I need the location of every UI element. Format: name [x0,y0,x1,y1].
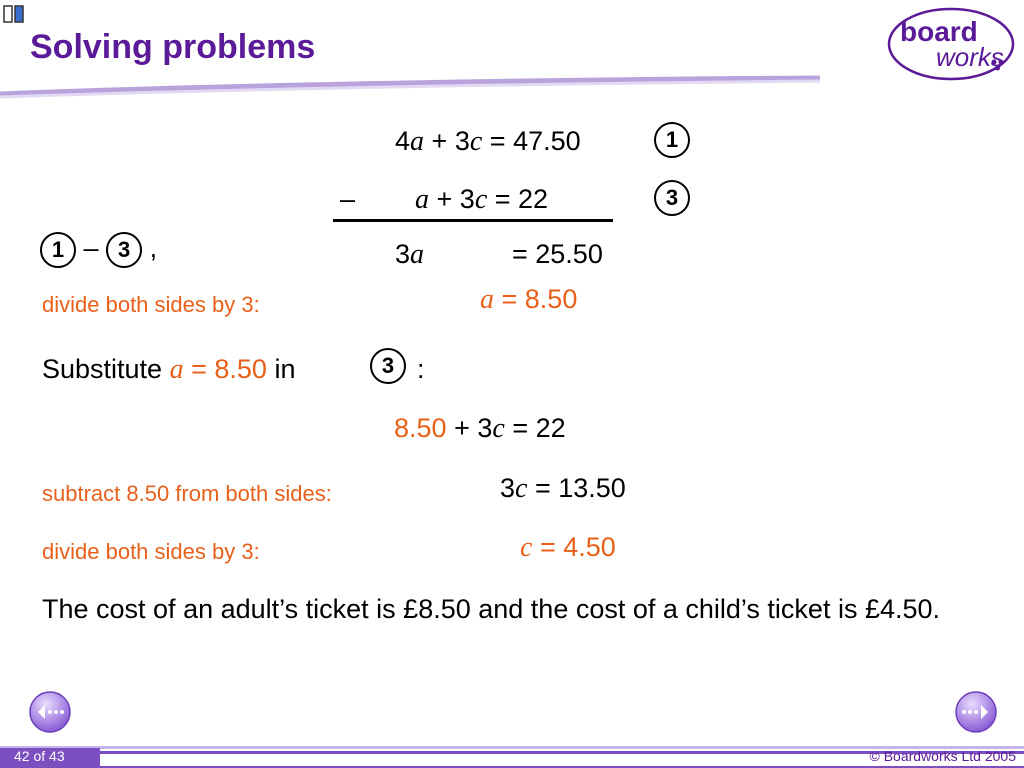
equation-1 [395,126,581,158]
step-note-subtract: subtract 8.50 from both sides: [42,481,332,506]
logo-text-works: works [936,42,1004,72]
solution-c-variable: c [520,532,533,563]
eq3-variable-a: a [415,184,429,215]
logo-text-board: board [900,16,978,47]
substitute-line [42,354,295,386]
equation-label-3 [654,180,690,216]
eq1-coefficient: 4 [395,126,411,156]
operation-label [40,232,157,268]
c3-variable: c [515,473,528,504]
circled-number-3: 3 [106,232,142,268]
solution-a-variable: a [480,284,494,315]
page-counter: 42 of 43 [14,748,65,764]
solution-a-value: = 8.50 [501,284,578,314]
header-divider [0,72,830,102]
page-title: Solving problems [30,28,316,66]
diff-coefficient: 3 [395,239,411,269]
substituted-rhs: = 22 [512,413,566,443]
operation-minus: – [83,233,99,263]
eq1-plus: + 3 [431,126,470,156]
substituted-variable-c: c [492,413,505,444]
circled-number-3: 3 [654,180,690,216]
copyright-text: © Boardworks Ltd 2005 [869,748,1016,764]
circled-number-1: 1 [40,232,76,268]
window-icon [3,5,25,23]
substitute-value: = 8.50 [191,354,267,384]
substitute-variable: a [169,354,184,385]
c3-coefficient: 3 [500,473,516,503]
next-arrow-icon[interactable] [954,690,998,734]
substitute-colon: : [417,354,425,384]
eq3-variable-c: c [474,184,488,215]
step-note-divide-a: divide both sides by 3: [42,292,260,317]
substituted-plus: + 3 [454,413,493,443]
eq1-variable-a: a [410,126,425,157]
step-note-divide-c: divide both sides by 3: [42,539,260,564]
conclusion-text: The cost of an adult’s ticket is £8.50 and the cost of a child’s ticket is £4.50. [42,594,941,624]
substitute-label [370,348,406,384]
previous-arrow-icon[interactable] [28,690,72,734]
difference-rhs: = 25.50 [512,239,603,269]
circled-number-1: 1 [654,122,690,158]
eq1-rhs: = 47.50 [489,126,581,156]
eq3-plus: + 3 [436,184,475,214]
eq1-variable-c: c [469,126,483,157]
equation-3c [500,473,626,505]
substitute-text: Substitute [42,354,163,384]
diff-variable-a: a [410,239,425,270]
substituted-value: 8.50 [394,413,447,443]
boardworks-logo [886,6,1016,82]
c3-rhs: = 13.50 [534,473,626,503]
eq3-rhs: = 22 [494,184,549,214]
difference-lhs [395,239,424,271]
operation-comma: , [149,233,158,263]
subtraction-line [333,219,613,222]
equation-label-1 [654,122,690,158]
solution-c [520,532,616,564]
solution-a [480,284,577,316]
substituted-equation [394,413,566,445]
solution-c-value: = 4.50 [539,532,616,562]
circled-number-3: 3 [370,348,406,384]
substitute-in: in [274,354,296,384]
minus-sign: – [340,184,356,214]
equation-3 [415,184,548,216]
